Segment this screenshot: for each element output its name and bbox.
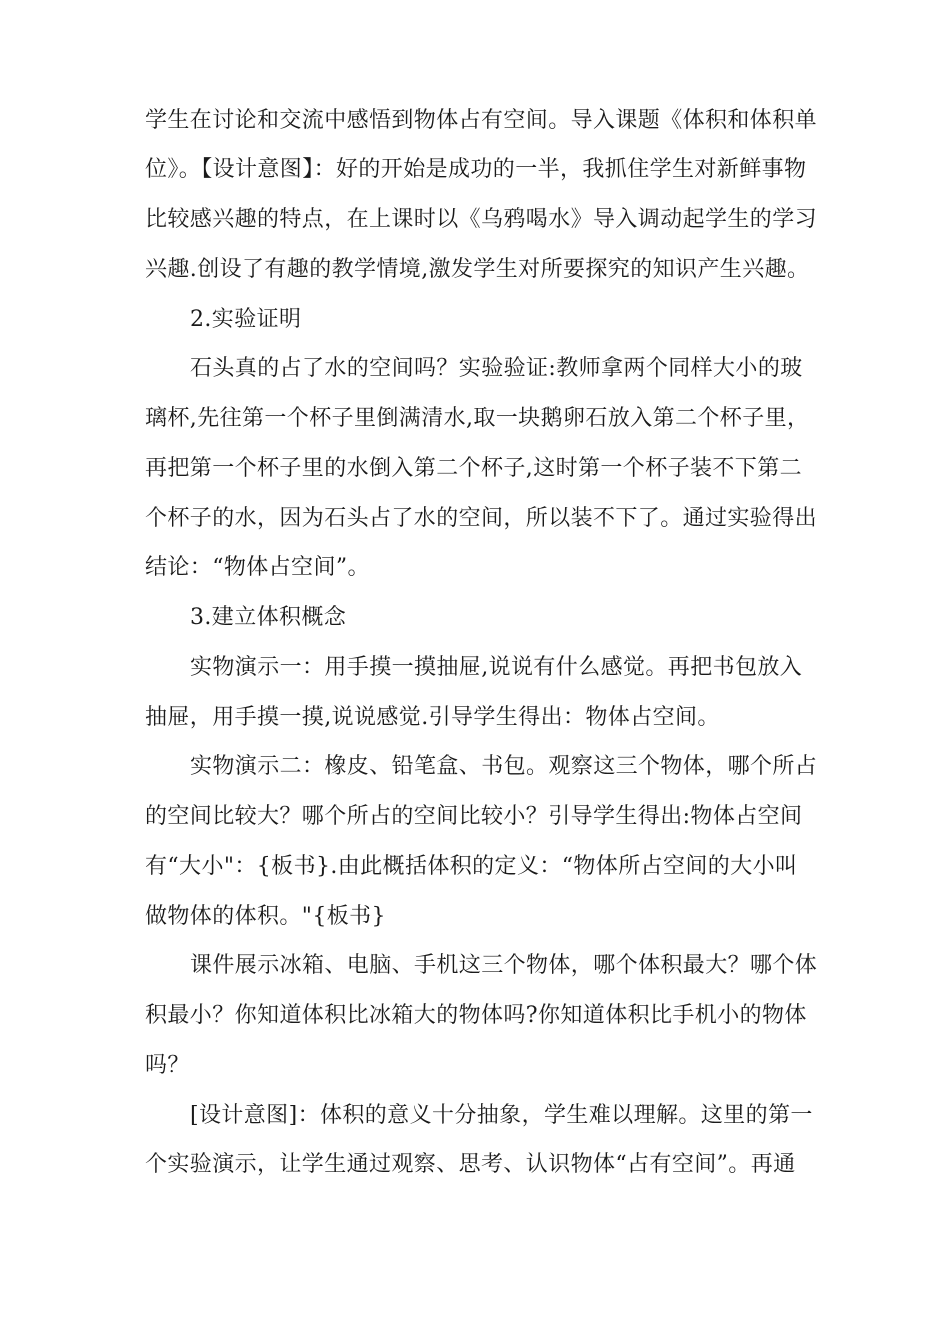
section-heading: 2.实验证明: [190, 307, 302, 332]
paragraph-line: 做物体的体积。"{板书}: [145, 904, 386, 929]
paragraph-line: 石头真的占了水的空间吗？实验验证:教师拿两个同样大小的玻: [190, 356, 803, 381]
paragraph-line: [设计意图]：体积的意义十分抽象，学生难以理解。这里的第一: [190, 1103, 813, 1128]
paragraph-line: 璃杯,先往第一个杯子里倒满清水,取一块鹅卵石放入第二个杯子里，: [145, 406, 810, 431]
paragraph-line: 积最小？你知道体积比冰箱大的物体吗?你知道体积比手机小的物体: [145, 1003, 807, 1028]
paragraph-line: 学生在讨论和交流中感悟到物体占有空间。导入课题《体积和体积单: [145, 108, 818, 133]
paragraph-line: 个实验演示，让学生通过观察、思考、认识物体“占有空间”。再通: [145, 1152, 796, 1177]
paragraph-line: 个杯子的水，因为石头占了水的空间，所以装不下了。通过实验得出: [145, 506, 818, 531]
paragraph-line: 抽屉，用手摸一摸,说说感觉.引导学生得出：物体占空间。: [145, 705, 720, 730]
paragraph-line: 实物演示一：用手摸一摸抽屉,说说有什么感觉。再把书包放入: [190, 655, 803, 680]
paragraph-line: 兴趣.创设了有趣的教学情境,激发学生对所要探究的知识产生兴趣。: [145, 257, 810, 282]
paragraph-line: 结论：“物体占空间”。: [145, 555, 370, 580]
paragraph-line: 课件展示冰箱、电脑、手机这三个物体，哪个体积最大？哪个体: [190, 953, 818, 978]
paragraph-line: 位》。【设计意图】：好的开始是成功的一半，我抓住学生对新鲜事物: [145, 157, 807, 182]
paragraph-line: 有“大小"：{板书}.由此概括体积的定义：“物体所占空间的大小叫: [145, 854, 798, 879]
paragraph-line: 实物演示二：橡皮、铅笔盒、书包。观察这三个物体，哪个所占: [190, 754, 818, 779]
section-heading: 3.建立体积概念: [190, 605, 347, 630]
paragraph-line: 的空间比较大？哪个所占的空间比较小？引导学生得出:物体占空间: [145, 804, 803, 829]
paragraph-line: 再把第一个杯子里的水倒入第二个杯子,这时第一个杯子装不下第二: [145, 456, 802, 481]
paragraph-line: 比较感兴趣的特点，在上课时以《乌鸦喝水》导入调动起学生的学习: [145, 207, 818, 232]
paragraph-line: 吗？: [145, 1053, 190, 1078]
